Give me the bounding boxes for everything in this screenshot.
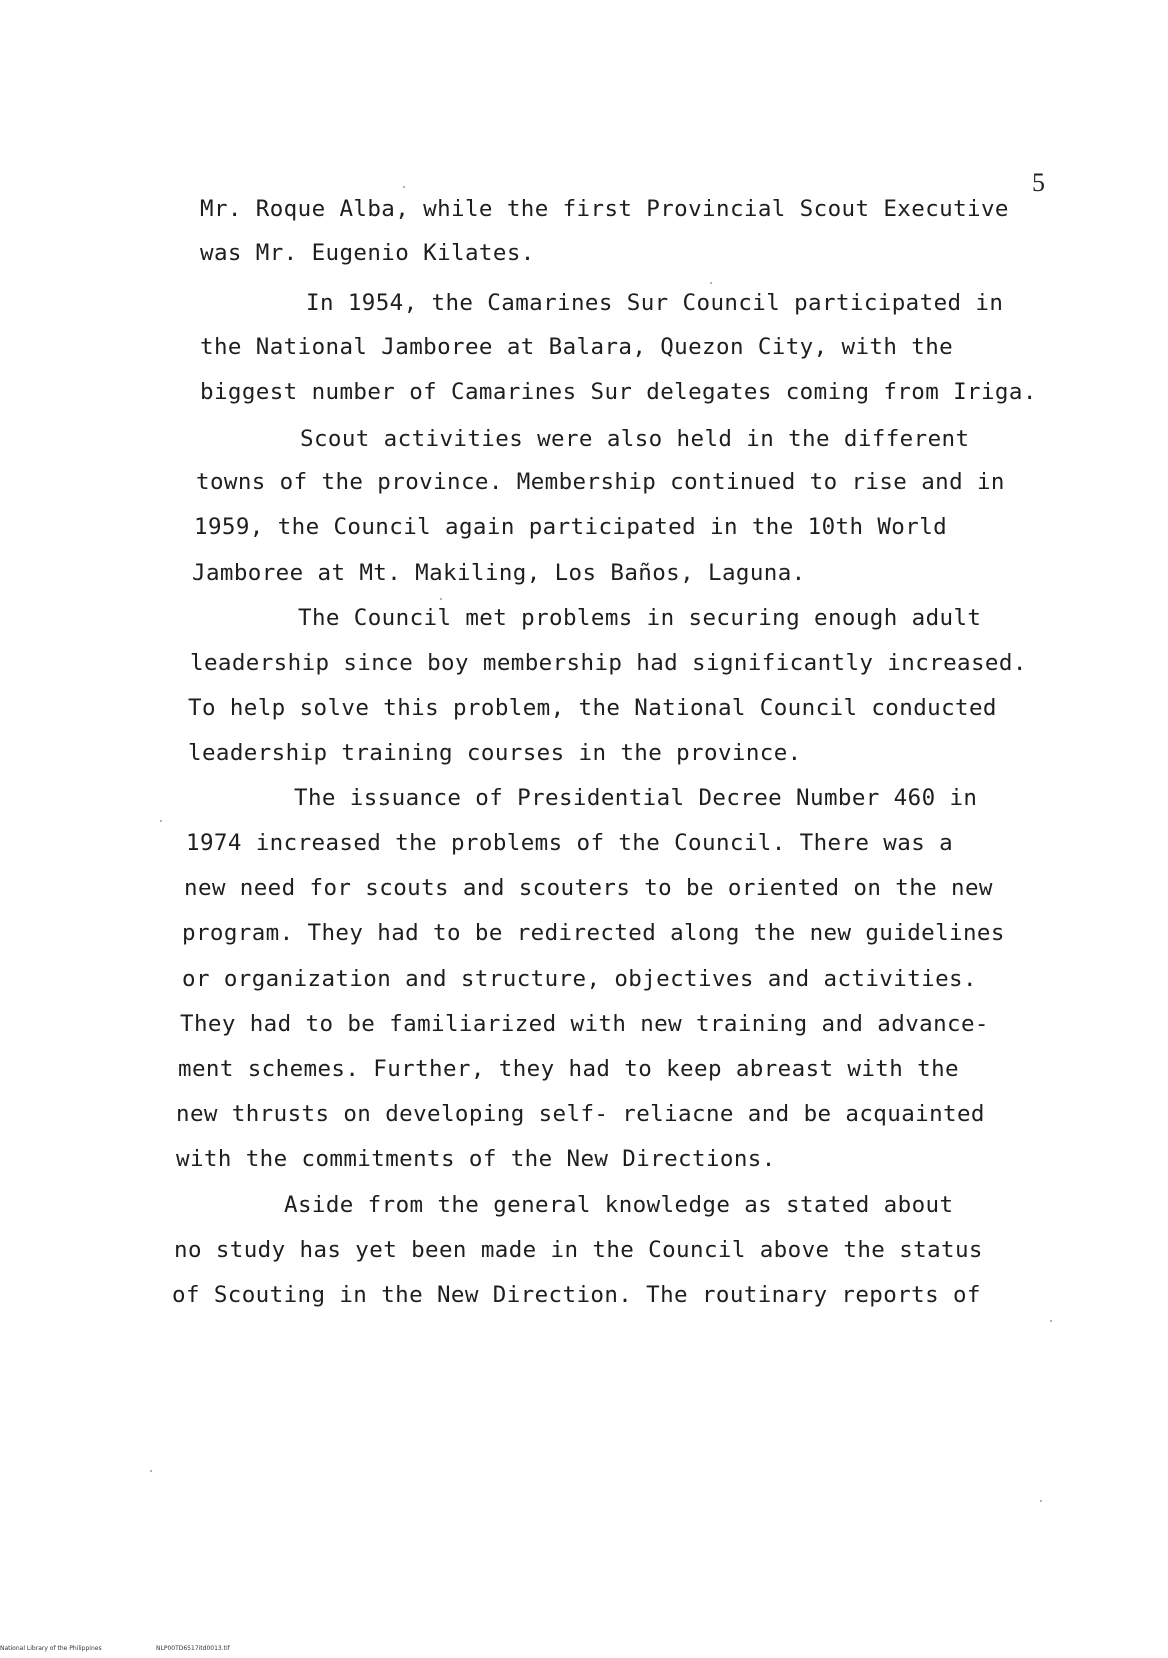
text-line: new thrusts on developing self- reliacne and be acquainted (176, 1101, 985, 1127)
text-line: The issuance of Presidential Decree Number 460 in (294, 785, 978, 811)
text-line: Scout activities were also held in the different (300, 426, 970, 452)
text-line: leadership since boy membership had significantly increased. (190, 650, 1027, 676)
text-line: Mr. Roque Alba, while the first Provincial Scout Executive (200, 196, 1009, 222)
text-line: no study has yet been made in the Council above the status (174, 1237, 983, 1263)
scan-speck (1040, 1500, 1042, 1502)
scan-speck (150, 1470, 152, 1472)
text-line: Aside from the general knowledge as stated about (284, 1192, 954, 1218)
footer-library: National Library of the Philippines (0, 1645, 102, 1652)
text-line: or organization and structure, objectives and activities. (182, 966, 977, 992)
scan-speck (403, 186, 405, 188)
text-line: To help solve this problem, the National Council conducted (188, 695, 997, 721)
text-line: The Council met problems in securing enough adult (298, 605, 982, 631)
text-line: They had to be familiarized with new training and advance- (180, 1011, 989, 1037)
text-line: biggest number of Camarines Sur delegates coming from Iriga. (200, 379, 1037, 405)
footer-file: NLP00TD6517itd0013.tif (156, 1645, 230, 1652)
scan-speck (160, 820, 162, 822)
text-line: with the commitments of the New Directions. (176, 1146, 776, 1172)
text-line: leadership training courses in the province. (188, 740, 802, 766)
text-line: towns of the province. Membership continued to rise and in (196, 469, 1005, 495)
text-line: was Mr. Eugenio Kilates. (200, 240, 535, 266)
page-number: 5 (1032, 168, 1045, 197)
text-line: new need for scouts and scouters to be oriented on the new (184, 875, 993, 901)
text-line: program. They had to be redirected along the new guidelines (182, 920, 1005, 946)
text-line: of Scouting in the New Direction. The routinary reports of (172, 1282, 981, 1308)
scan-speck (440, 598, 442, 600)
scan-speck (1050, 1320, 1052, 1322)
text-line: ment schemes. Further, they had to keep abreast with the (178, 1056, 959, 1082)
scan-speck (710, 282, 712, 284)
text-line: In 1954, the Camarines Sur Council participated in (306, 290, 1004, 316)
text-line: Jamboree at Mt. Makiling, Los Baños, Laguna. (192, 560, 806, 586)
text-line: 1974 increased the problems of the Council. There was a (186, 830, 954, 856)
text-line: 1959, the Council again participated in the 10th World (194, 514, 948, 540)
text-line: the National Jamboree at Balara, Quezon City, with the (200, 334, 954, 360)
